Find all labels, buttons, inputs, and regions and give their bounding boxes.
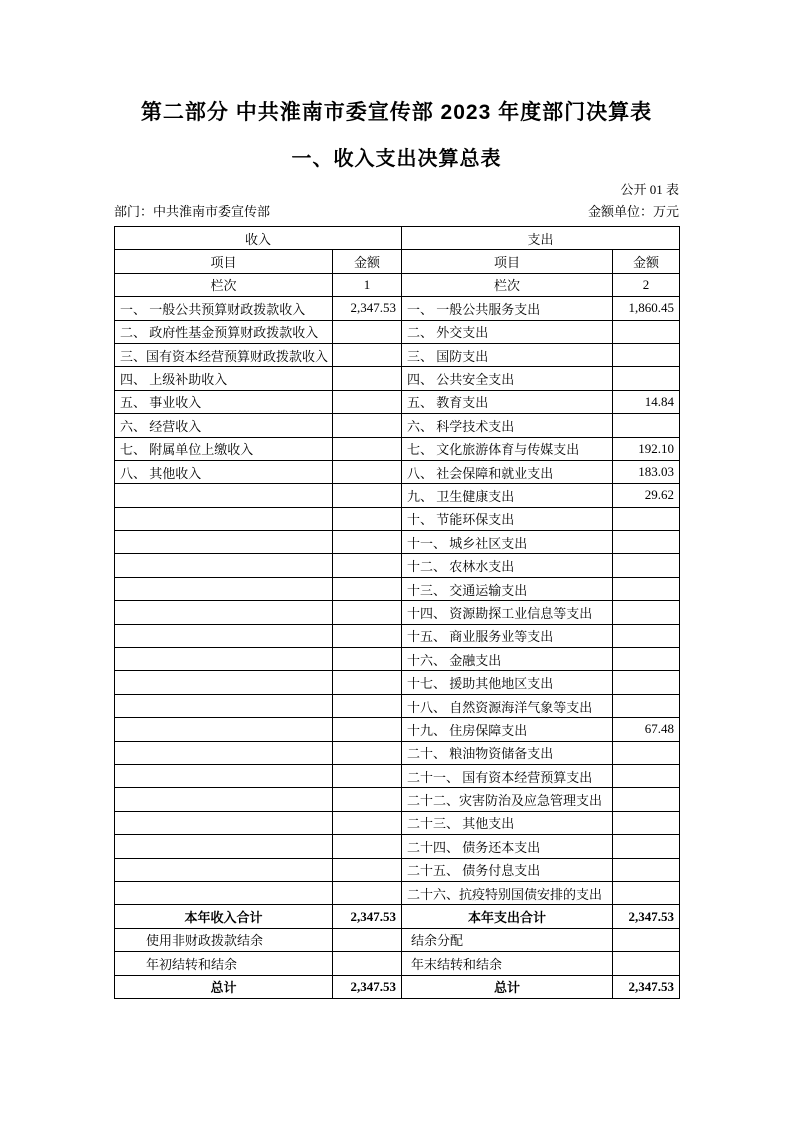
income-total-amount: 2,347.53 — [333, 905, 402, 928]
year-total-row — [115, 905, 680, 928]
income-amount-cell — [333, 694, 402, 717]
expense-amount-cell — [613, 694, 680, 717]
income-amount-cell — [333, 881, 402, 904]
expense-amount-cell — [613, 507, 680, 530]
table-row — [115, 601, 680, 624]
income-amount-cell — [333, 437, 402, 460]
income-amount-cell — [333, 835, 402, 858]
table-row — [115, 788, 680, 811]
expense-item-cell: 二十、 粮油物资储备支出 — [402, 741, 613, 764]
expense-item-cell: 二、 外交支出 — [402, 320, 613, 343]
expense-amount-cell — [613, 601, 680, 624]
income-amount-cell — [333, 414, 402, 437]
expense-amount-cell — [613, 414, 680, 437]
income-item-cell — [115, 788, 333, 811]
table-row — [115, 507, 680, 530]
balance-distribution-amount — [613, 928, 680, 951]
income-item-cell — [115, 577, 333, 600]
expense-amount-cell — [613, 531, 680, 554]
table-row — [115, 718, 680, 741]
year-end-carryover-label: 年末结转和结余 — [402, 952, 613, 975]
income-amount-cell — [333, 460, 402, 483]
income-amount-cell — [333, 390, 402, 413]
balance-distribution-label: 结余分配 — [402, 928, 613, 951]
income-index-label: 栏次 — [115, 273, 333, 296]
table-row — [115, 390, 680, 413]
column-header-row — [115, 250, 680, 273]
expense-item-cell: 一、 一般公共服务支出 — [402, 297, 613, 320]
expense-amount-cell — [613, 835, 680, 858]
expense-amount-cell: 14.84 — [613, 390, 680, 413]
income-amount-cell — [333, 648, 402, 671]
income-total-label: 本年收入合计 — [115, 905, 333, 928]
section-header-row — [115, 227, 680, 250]
income-item-cell: 三、国有资本经营预算财政拨款收入 — [115, 343, 333, 366]
table-body — [115, 297, 680, 905]
nonfiscal-balance-amount — [333, 928, 402, 951]
income-item-cell — [115, 835, 333, 858]
income-amount-cell — [333, 320, 402, 343]
table-row — [115, 694, 680, 717]
income-item-cell — [115, 554, 333, 577]
expense-item-cell: 十三、 交通运输支出 — [402, 577, 613, 600]
income-amount-cell — [333, 577, 402, 600]
expense-total-amount: 2,347.53 — [613, 905, 680, 928]
income-item-cell — [115, 694, 333, 717]
expense-amount-cell — [613, 764, 680, 787]
table-row — [115, 554, 680, 577]
income-amount-cell — [333, 624, 402, 647]
expense-item-cell: 六、 科学技术支出 — [402, 414, 613, 437]
income-item-cell — [115, 671, 333, 694]
table-row — [115, 881, 680, 904]
income-item-cell — [115, 764, 333, 787]
table-row — [115, 414, 680, 437]
income-amount-cell — [333, 671, 402, 694]
expense-amount-cell: 67.48 — [613, 718, 680, 741]
income-amount-cell — [333, 858, 402, 881]
table-row — [115, 367, 680, 390]
table-row — [115, 320, 680, 343]
table-row — [115, 858, 680, 881]
table-title: 一、收入支出决算总表 — [291, 148, 502, 170]
income-amount-cell — [333, 764, 402, 787]
income-item-header: 项目 — [115, 250, 333, 273]
expense-item-cell: 二十二、灾害防治及应急管理支出 — [402, 788, 613, 811]
income-item-cell — [115, 601, 333, 624]
income-item-cell — [115, 624, 333, 647]
expense-item-cell: 二十一、 国有资本经营预算支出 — [402, 764, 613, 787]
document-content — [114, 182, 679, 999]
income-amount-cell — [333, 741, 402, 764]
expense-grand-total-label: 总计 — [402, 975, 613, 998]
income-item-cell: 六、 经营收入 — [115, 414, 333, 437]
year-start-carryover-label: 年初结转和结余 — [115, 952, 333, 975]
income-item-cell: 四、 上级补助收入 — [115, 367, 333, 390]
year-start-carryover-amount — [333, 952, 402, 975]
nonfiscal-balance-label: 使用非财政拨款结余 — [115, 928, 333, 951]
table-row — [115, 648, 680, 671]
expense-total-label: 本年支出合计 — [402, 905, 613, 928]
expense-item-cell: 二十六、抗疫特别国债安排的支出 — [402, 881, 613, 904]
expense-item-cell: 十九、 住房保障支出 — [402, 718, 613, 741]
income-amount-cell — [333, 343, 402, 366]
income-amount-cell — [333, 531, 402, 554]
expense-amount-cell: 1,860.45 — [613, 297, 680, 320]
expense-amount-cell — [613, 343, 680, 366]
expense-item-cell: 九、 卫生健康支出 — [402, 484, 613, 507]
expense-amount-cell — [613, 554, 680, 577]
expense-amount-cell: 192.10 — [613, 437, 680, 460]
expense-item-cell: 十八、 自然资源海洋气象等支出 — [402, 694, 613, 717]
expense-section-header: 支出 — [402, 227, 680, 250]
expense-item-cell: 十六、 金融支出 — [402, 648, 613, 671]
table-row — [115, 460, 680, 483]
income-amount-cell — [333, 788, 402, 811]
table-row — [115, 764, 680, 787]
income-item-cell: 七、 附属单位上缴收入 — [115, 437, 333, 460]
table-row — [115, 343, 680, 366]
income-expense-table — [114, 226, 680, 999]
expense-grand-total-amount: 2,347.53 — [613, 975, 680, 998]
expense-amount-cell — [613, 741, 680, 764]
expense-amount-cell — [613, 320, 680, 343]
income-item-cell — [115, 718, 333, 741]
expense-index-label: 栏次 — [402, 273, 613, 296]
expense-item-header: 项目 — [402, 250, 613, 273]
expense-amount-header: 金额 — [613, 250, 680, 273]
expense-amount-cell: 183.03 — [613, 460, 680, 483]
income-item-cell — [115, 531, 333, 554]
table-row — [115, 484, 680, 507]
income-item-cell — [115, 741, 333, 764]
income-amount-cell — [333, 718, 402, 741]
expense-column-number: 2 — [613, 273, 680, 296]
expense-amount-cell — [613, 881, 680, 904]
expense-amount-cell — [613, 367, 680, 390]
expense-item-cell: 八、 社会保障和就业支出 — [402, 460, 613, 483]
table-row — [115, 671, 680, 694]
income-item-cell — [115, 881, 333, 904]
income-amount-cell — [333, 601, 402, 624]
income-item-cell — [115, 484, 333, 507]
table-row — [115, 741, 680, 764]
grand-total-row — [115, 975, 680, 998]
income-item-cell — [115, 507, 333, 530]
table-row — [115, 297, 680, 320]
carryover-row-2 — [115, 952, 680, 975]
income-grand-total-label: 总计 — [115, 975, 333, 998]
expense-amount-cell — [613, 811, 680, 834]
column-index-row — [115, 273, 680, 296]
table-row — [115, 437, 680, 460]
expense-amount-cell — [613, 671, 680, 694]
document-title: 第二部分 中共淮南市委宣传部 2023 年度部门决算表 — [140, 101, 653, 124]
table-code: 公开 01 表 — [620, 182, 679, 197]
expense-item-cell: 十二、 农林水支出 — [402, 554, 613, 577]
expense-item-cell: 三、 国防支出 — [402, 343, 613, 366]
table-row — [115, 577, 680, 600]
expense-amount-cell — [613, 788, 680, 811]
expense-item-cell: 十四、 资源勘探工业信息等支出 — [402, 601, 613, 624]
expense-amount-cell — [613, 648, 680, 671]
table-header-rows — [115, 227, 680, 297]
income-section-header: 收入 — [115, 227, 402, 250]
income-amount-header: 金额 — [333, 250, 402, 273]
expense-amount-cell — [613, 577, 680, 600]
income-amount-cell — [333, 507, 402, 530]
income-item-cell — [115, 811, 333, 834]
income-column-number: 1 — [333, 273, 402, 296]
income-amount-cell — [333, 484, 402, 507]
year-end-carryover-amount — [613, 952, 680, 975]
expense-item-cell: 七、 文化旅游体育与传媒支出 — [402, 437, 613, 460]
table-row — [115, 531, 680, 554]
income-item-cell: 一、 一般公共预算财政拨款收入 — [115, 297, 333, 320]
table-summary-rows — [115, 905, 680, 999]
table-row — [115, 835, 680, 858]
expense-item-cell: 十一、 城乡社区支出 — [402, 531, 613, 554]
income-amount-cell — [333, 811, 402, 834]
income-amount-cell — [333, 554, 402, 577]
unit-label: 金额单位：万元 — [587, 204, 679, 219]
income-item-cell: 八、 其他收入 — [115, 460, 333, 483]
expense-item-cell: 二十三、 其他支出 — [402, 811, 613, 834]
department-label: 部门：中共淮南市委宣传部 — [114, 204, 271, 219]
income-amount-cell — [333, 367, 402, 390]
expense-item-cell: 二十四、 债务还本支出 — [402, 835, 613, 858]
table-row — [115, 811, 680, 834]
income-amount-cell: 2,347.53 — [333, 297, 402, 320]
expense-item-cell: 二十五、 债务付息支出 — [402, 858, 613, 881]
expense-item-cell: 十、 节能环保支出 — [402, 507, 613, 530]
income-item-cell: 五、 事业收入 — [115, 390, 333, 413]
expense-item-cell: 五、 教育支出 — [402, 390, 613, 413]
income-item-cell — [115, 858, 333, 881]
income-grand-total-amount: 2,347.53 — [333, 975, 402, 998]
expense-item-cell: 十五、 商业服务业等支出 — [402, 624, 613, 647]
expense-item-cell: 十七、 援助其他地区支出 — [402, 671, 613, 694]
income-item-cell: 二、 政府性基金预算财政拨款收入 — [115, 320, 333, 343]
table-row — [115, 624, 680, 647]
expense-item-cell: 四、 公共安全支出 — [402, 367, 613, 390]
meta-row — [114, 204, 679, 219]
income-item-cell — [115, 648, 333, 671]
carryover-row-1 — [115, 928, 680, 951]
expense-amount-cell — [613, 624, 680, 647]
expense-amount-cell — [613, 858, 680, 881]
expense-amount-cell: 29.62 — [613, 484, 680, 507]
